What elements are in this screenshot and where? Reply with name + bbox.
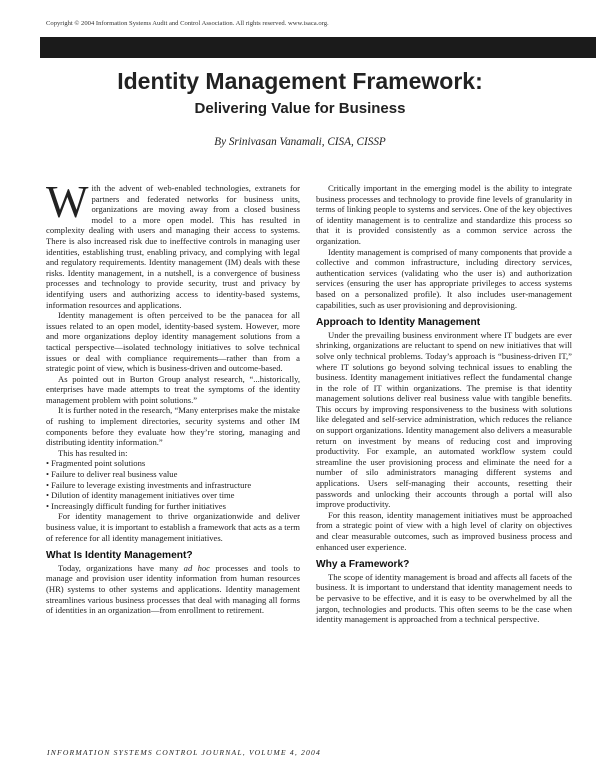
- intro-paragraph: [46, 177, 300, 310]
- left-column: [46, 177, 300, 616]
- text-run: Today, organizations have many: [58, 562, 184, 573]
- paragraph: It is further noted in the research, “Many enterprises make the mistake of rushing to implement directories, security systems and other IM components before they evaluate how they’re storing, managing and distributing identity information.”: [46, 405, 300, 448]
- journal-footer: INFORMATION SYSTEMS CONTROL JOURNAL, VOLUME 4, 2004: [47, 748, 322, 757]
- paragraph: For this reason, identity management initiatives must be approached from a strategic point of view with a high level of clarity on objectives and clear measurable outcomes, such as improved business process and enhanced user experience.: [316, 509, 572, 552]
- paragraph: The scope of identity management is broad and affects all facets of the business. It is important to understand that identity management needs to be pervasive to be effective, and it is easy to be overwhelmed by all the jargon, technologies and products. This often seems to be the case when identity management is approached from a technical perspective.: [316, 571, 572, 625]
- paragraph: For identity management to thrive organizationwide and deliver business value, it is important to establish a framework that acts as a term of reference for all identity management initiatives.: [46, 511, 300, 543]
- section-heading-what: What Is Identity Management?: [46, 550, 193, 562]
- bullet-item: • Failure to deliver real business value: [46, 469, 178, 480]
- emphasis-text: ad hoc: [183, 562, 210, 573]
- paragraph: This has resulted in:: [58, 447, 128, 458]
- article-subtitle: Delivering Value for Business: [194, 100, 406, 117]
- paragraph: [46, 563, 300, 616]
- paragraph: As pointed out in Burton Group analyst research, “...historically, enterprises have made attempts to treat the symptoms of the identity management problem with point solutions.”: [46, 373, 300, 405]
- section-heading-why: Why a Framework?: [316, 559, 410, 571]
- article-byline: By Srinivasan Vanamali, CISA, CISSP: [214, 136, 386, 148]
- paragraph: Identity management is often perceived to be the panacea for all issues related to an open model, identity-based system. However, more and more organizations deploy identity management solutions from a tactical perspective—isolated technology initiatives to solve technical issues or deal with compliance requirements—rather than from a strategic point of view, which is business-driven and outcome-based.: [46, 310, 300, 374]
- copyright-notice: Copyright © 2004 Information Systems Audit and Control Association. All rights reserved. www.isaca.org.: [46, 20, 329, 27]
- right-column: [316, 183, 572, 625]
- bullet-item: • Dilution of identity management initiatives over time: [46, 490, 235, 501]
- header-bar: [40, 37, 596, 58]
- drop-cap: W: [46, 177, 89, 227]
- text-run: processes and tools to manage and provision user identity information from human resources (HR) systems to other systems and applications. Identity management streamlines various business processes that deal with managing all forms of identities in an organization—from enrollment to retirement.: [46, 562, 300, 616]
- bullet-item: • Failure to leverage existing investments and infrastructure: [46, 479, 252, 490]
- bullet-item: • Fragmented point solutions: [46, 458, 146, 469]
- bullet-list: [46, 458, 300, 511]
- paragraph: Critically important in the emerging model is the ability to integrate business processes and technology to provide fine levels of granularity in terms of linking people to systems and services. One of the key objectives of identity management is to centralize and standardize this process so that it is provided consistently as a common service across the organization.: [316, 183, 572, 246]
- paragraph: Under the prevailing business environment where IT budgets are ever shrinking, organizations are reluctant to spend on new initiatives that will solve only technical problems. Today’s approach is “business-driven IT,” where IT solutions go beyond solving technical issues to enabling the business. Identity management initiatives reflect the fundamental change in the role of IT within organizations. The premise is that identity management solutions deliver real business value with tangible benefits. This occurs by improving responsiveness to the business with solutions like delegated and self-service administration, which reduces the reliance on support organizations. Identity management also delivers a measurable return on investment by means of reducing cost and improving productivity. For example, an automated workflow system could streamline the user provisioning process and eliminate the need for a number of silo administrators managing different systems and applications. Users self-managing their accounts, resetting their passwords and unlocking their accounts through a portal will also improve productivity.: [316, 329, 572, 510]
- intro-text: ith the advent of web-enabled technologies, extranets for partners and federated networks for business units, organizations are moving away from a closed business model to a more open model. This has resulted in complexity dealing with users and managing their access to systems. There is also increased risk due to ineffective controls in managing user identities, establishing trust, enabling privacy, and complying with legal and regulatory requirements. Identity management (IM) deals with these risks. Identity management, in a nutshell, is a convergence of business processes and technology to provide security, trust and privacy by identifying users and authorizing access to identity-based systems, information resources and applications.: [46, 183, 300, 310]
- article-title: Identity Management Framework:: [117, 68, 483, 94]
- paragraph: Identity management is comprised of many components that provide a collective and common infrastructure, including directory services, authentication services (validating who the user is) and authorization services (ensuring the user has appropriate privileges to access systems based on a personalized profile). It also includes user-management capabilities, such as user provisioning and deprovisioning.: [316, 246, 572, 310]
- bullet-item: • Increasingly difficult funding for further initiatives: [46, 500, 226, 511]
- section-heading-approach: Approach to Identity Management: [316, 317, 481, 329]
